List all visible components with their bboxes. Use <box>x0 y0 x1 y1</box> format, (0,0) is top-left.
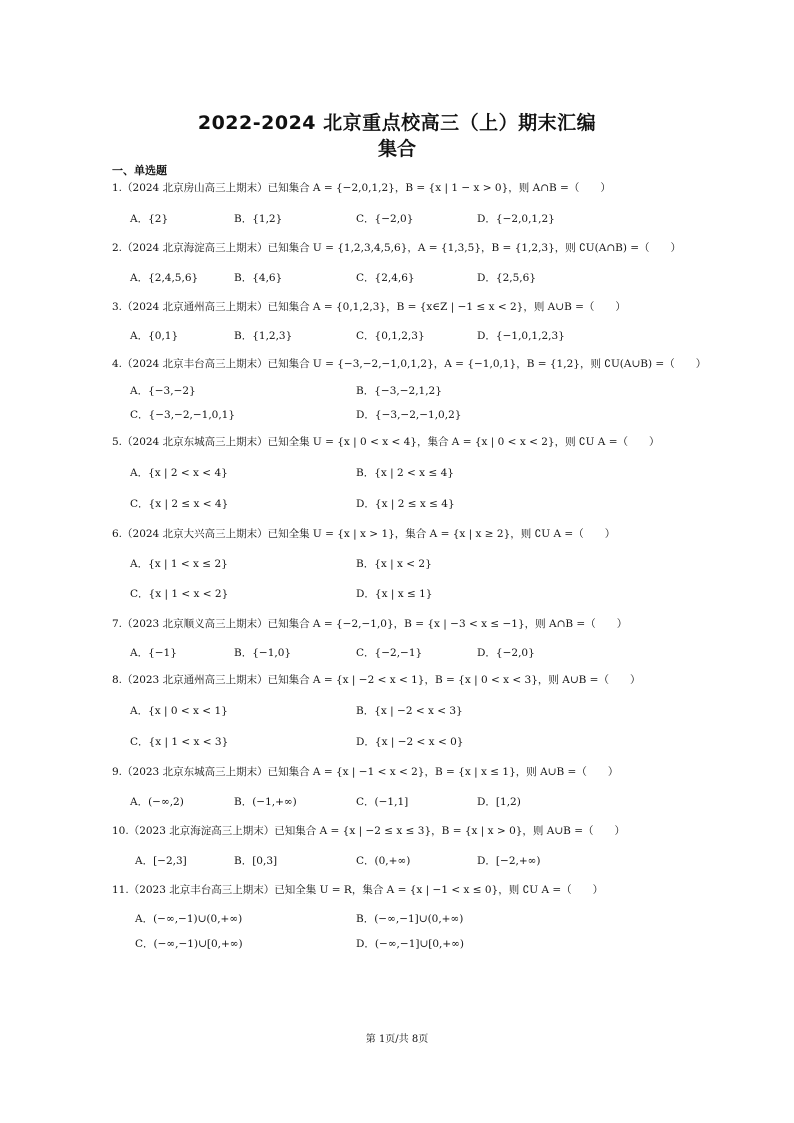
q9-option-c: C．(−1,1] <box>356 796 409 808</box>
document-subtitle: 集合 <box>377 138 416 160</box>
q4-option-c: C．{−3,−2,−1,0,1} <box>130 409 236 421</box>
q3-option-c: C．{0,1,2,3} <box>356 330 425 342</box>
q8-option-a: A．{x | 0 < x < 1} <box>130 705 228 717</box>
question-9: 9.（2023 北京东城高三上期末）已知集合 A = {x | −1 < x < 2}，B = {x | x ≤ 1}，则 A∪B =（ ） <box>112 766 619 778</box>
q4-option-b: B．{−3,−2,1,2} <box>356 385 442 397</box>
question-4: 4.（2024 北京丰台高三上期末）已知集合 U = {−3,−2,−1,0,1,2}，A = {−1,0,1}，B = {1,2}，则 ∁U(A∪B) =（ ） <box>112 358 707 370</box>
q5-option-d: D．{x | 2 ≤ x ≤ 4} <box>356 498 455 510</box>
q8-option-c: C．{x | 1 < x < 3} <box>130 736 229 748</box>
q4-option-d: D．{−3,−2,−1,0,2} <box>356 409 462 421</box>
q9-option-b: B．(−1,+∞) <box>234 796 297 808</box>
q10-option-d: D．[−2,+∞) <box>477 855 541 867</box>
q5-option-a: A．{x | 2 < x < 4} <box>130 467 228 479</box>
q6-option-b: B．{x | x < 2} <box>356 558 432 570</box>
question-10: 10.（2023 北京海淀高三上期末）已知集合 A = {x | −2 ≤ x ≤ 3}，B = {x | x > 0}，则 A∪B =（ ） <box>112 825 626 837</box>
question-5: 5.（2024 北京东城高三上期末）已知全集 U = {x | 0 < x < 4}，集合 A = {x | 0 < x < 2}，则 ∁U A =（ ） <box>112 436 660 448</box>
document-title: 2022-2024 北京重点校高三（上）期末汇编 <box>197 112 597 134</box>
question-11: 11.（2023 北京丰台高三上期末）已知全集 U = R，集合 A = {x | −1 < x ≤ 0}，则 ∁U A =（ ） <box>112 884 604 896</box>
q3-option-b: B．{1,2,3} <box>234 330 293 342</box>
q8-option-b: B．{x | −2 < x < 3} <box>356 705 463 717</box>
q11-option-b: B．(−∞,−1]∪(0,+∞) <box>356 913 464 925</box>
q10-option-a: A．[−2,3] <box>135 855 187 867</box>
q5-option-c: C．{x | 2 ≤ x < 4} <box>130 498 229 510</box>
q11-option-a: A．(−∞,−1)∪(0,+∞) <box>135 913 243 925</box>
q6-option-c: C．{x | 1 < x < 2} <box>130 588 229 600</box>
q7-option-c: C．{−2,−1} <box>356 647 423 659</box>
question-6: 6.（2024 北京大兴高三上期末）已知全集 U = {x | x > 1}，集合 A = {x | x ≥ 2}，则 ∁U A =（ ） <box>112 528 616 540</box>
q8-option-d: D．{x | −2 < x < 0} <box>356 736 464 748</box>
q9-option-a: A．(−∞,2) <box>130 796 184 808</box>
q2-option-b: B．{4,6} <box>234 272 283 284</box>
q1-option-d: D．{−2,0,1,2} <box>477 213 555 225</box>
q1-option-c: C．{−2,0} <box>356 213 414 225</box>
q10-option-b: B．[0,3] <box>234 855 278 867</box>
q11-option-d: D．(−∞,−1]∪[0,+∞) <box>356 938 465 950</box>
q2-option-d: D．{2,5,6} <box>477 272 536 284</box>
question-1: 1.（2024 北京房山高三上期末）已知集合 A = {−2,0,1,2}，B = {x | 1 − x > 0}，则 A∩B =（ ） <box>112 182 611 194</box>
q1-option-b: B．{1,2} <box>234 213 283 225</box>
q4-option-a: A．{−3,−2} <box>130 385 196 397</box>
question-7: 7.（2023 北京顺义高三上期末）已知集合 A = {−2,−1,0}，B = {x | −3 < x ≤ −1}，则 A∩B =（ ） <box>112 618 628 630</box>
question-3: 3.（2024 北京通州高三上期末）已知集合 A = {0,1,2,3}，B = {x∈Z | −1 ≤ x < 2}，则 A∪B =（ ） <box>112 301 626 313</box>
q7-option-d: D．{−2,0} <box>477 647 535 659</box>
q1-option-a: A．{2} <box>130 213 169 225</box>
q6-option-a: A．{x | 1 < x ≤ 2} <box>130 558 228 570</box>
page-footer: 第 1页/共 8页 <box>365 1034 429 1045</box>
q2-option-a: A．{2,4,5,6} <box>130 272 199 284</box>
q11-option-c: C．(−∞,−1)∪[0,+∞) <box>135 938 243 950</box>
question-8: 8.（2023 北京通州高三上期末）已知集合 A = {x | −2 < x < 1}，B = {x | 0 < x < 3}，则 A∪B =（ ） <box>112 674 641 686</box>
q3-option-a: A．{0,1} <box>130 330 179 342</box>
section-heading: 一、单选题 <box>112 164 167 177</box>
question-2: 2.（2024 北京海淀高三上期末）已知集合 U = {1,2,3,4,5,6}，A = {1,3,5}，B = {1,2,3}，则 ∁U(A∩B) =（ ） <box>112 242 682 254</box>
q3-option-d: D．{−1,0,1,2,3} <box>477 330 565 342</box>
q2-option-c: C．{2,4,6} <box>356 272 415 284</box>
q7-option-b: B．{−1,0} <box>234 647 292 659</box>
q9-option-d: D．[1,2) <box>477 796 521 808</box>
q10-option-c: C．(0,+∞) <box>356 855 411 867</box>
q6-option-d: D．{x | x ≤ 1} <box>356 588 433 600</box>
q7-option-a: A．{−1} <box>130 647 177 659</box>
q5-option-b: B．{x | 2 < x ≤ 4} <box>356 467 454 479</box>
